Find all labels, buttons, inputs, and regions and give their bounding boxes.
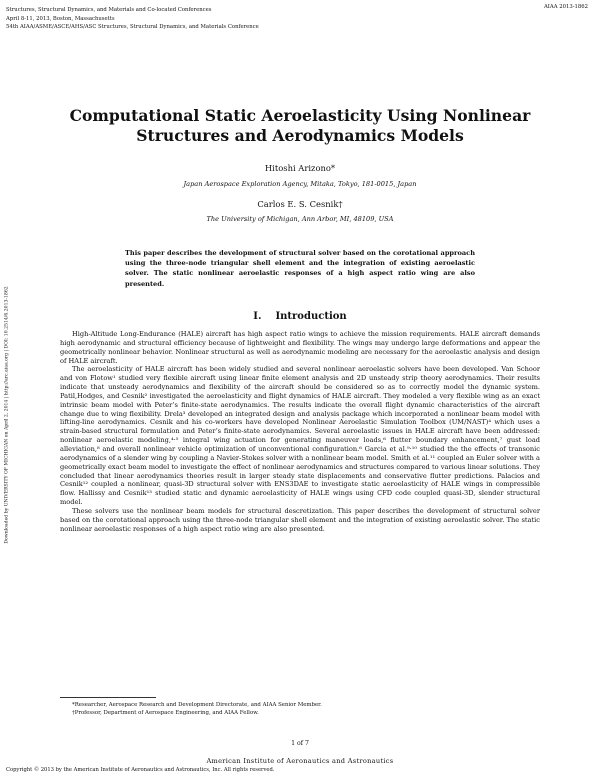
conference-line: Structures, Structural Dynamics, and Materials and Co-located Conferences [6, 7, 212, 13]
footnote: †Professor, Department of Aerospace Engineering, and AIAA Fellow. [72, 710, 259, 716]
author-affiliation: Japan Aerospace Exploration Agency, Mitaka, Tokyo, 181-0015, Japan [183, 180, 417, 188]
organization-footer: American Institute of Aeronautics and Astronautics [206, 757, 394, 765]
footnote: *Researcher, Aerospace Research and Development Directorate, and AIAA Senior Member. [72, 702, 322, 708]
section-number: I. [253, 311, 262, 322]
footnotes [60, 701, 540, 717]
title-line: Computational Static Aeroelasticity Using Nonlinear [69, 106, 531, 125]
body-text [60, 330, 540, 533]
paragraph: The aeroelasticity of HALE aircraft has been widely studied and several nonlinear aeroelastic solvers have been developed. Van Schoor and von Flotow¹ studied very flexible aircraft using linear finite element analysis and 2D unsteady strip theory aerodynamics. Their results indicate that unsteady aerodynamics and flexibility of the aircraft should be considered so as to correctly model the dynamic system. Patil,Hodges, and Cesnik² investigated the aeroelasticity and flight dynamics of HALE aircraft. They modeled a very flexible wing as an exact intrinsic beam model with Peter’s finite-state aerodynamics. The results indicate the overall flight dynamic characteristics of the aircraft change due to wing flexibility. Drela³ developed an integrated design and analysis package which incorporated a nonlinear beam model with lifting-line aerodynamics. Cesnik and his co-workers have developed Nonlinear Aeroelastic Simulation Toolbox (UM/NAST)⁴ which uses a strain-based structural formulation and Peter’s finite-state aerodynamics. Several aeroelastic issues in HALE aircraft have been addressed: nonlinear aeroelastic modeling,⁴·⁵ integral wing actuation for generating maneuver loads,⁶ flutter boundary enhancement,⁷ gust load alleviation,⁸ and overall nonlinear vehicle optimization of unconventional configuration.⁶ Garcia et al.⁹·¹⁰ studied the the effects of transonic aerodynamics of a slender wing by coupling a Navier-Stokes solver with a nonlinear beam model. Smith et al.¹¹ coupled an Euler solver with a geometrically exact beam model to investigate the effect of nonlinear aerodynamics and structures compared to various linear solutions. They concluded that linear aerodynamics theories result in larger steady state displacements and conservative flutter predictions. Palacios and Cesnik¹² coupled a nonlinear, quasi-3D structural solver with ENS3DAE to investigate static aeroelasticity of HALE wings in compressible flow. Hallissy and Cesnik¹³ studied static and dynamic aeroelasticity of HALE wings using CFD code coupled quasi-3D, slender structural model. [60, 365, 540, 507]
footnote-rule [60, 697, 156, 698]
conference-header [6, 6, 259, 32]
paragraph: These solvers use the nonlinear beam models for structural descretization. This paper describes the development of structural solver based on the corotational approach using the three-node triangular shell element and the integration of existing aeroelastic solver. The static nonlinear aeroelastic responses of a high aspect ratio wing are also presented. [60, 506, 540, 533]
paper-id: AIAA 2013-1862 [543, 4, 588, 10]
section-title: Introduction [275, 311, 347, 322]
conference-line: April 8-11, 2013, Boston, Massachusetts [6, 15, 115, 22]
download-note[interactable]: Downloaded by UNIVERSITY OF MICHIGAN on April 2, 2014 | http://arc.aiaa.org | DOI: 10.2514/6.2013-1862 [4, 286, 10, 544]
paper-title [60, 106, 540, 146]
page-number: 1 of 7 [291, 740, 309, 747]
author-name: Hitoshi Arizono* [264, 163, 336, 173]
paragraph: High-Altitude Long-Endurance (HALE) aircraft has high aspect ratio wings to achieve the mission requirements. HALE aircraft demands high aerodynamic and structural efficiency because of lightweight and flexibility. The wings may undergo large deformations and appear the geometrically nonlinear behavior. Nonlinear structural as well as aerodynamic modeling are necessary for the aeroelastic analysis and design of HALE aircraft. [60, 330, 540, 365]
section-heading [60, 311, 540, 322]
conference-line: 54th AIAA/ASME/ASCE/AHS/ASC Structures, Structural Dynamics, and Materials Conference [6, 24, 259, 31]
abstract: This paper describes the development of structural solver based on the corotational approach using the three-node triangular shell element and the integration of existing aeroelastic solver. The static nonlinear aeroelastic responses of a high aspect ratio wing are also presented. [125, 249, 475, 288]
author-name: Carlos E. S. Cesnik† [257, 199, 343, 209]
copyright-notice: Copyright © 2013 by the American Institute of Aeronautics and Astronautics, Inc. All rights reserved. [6, 767, 275, 773]
download-sidebar [3, 200, 11, 630]
author-affiliation: The University of Michigan, Ann Arbor, MI, 48109, USA [206, 215, 394, 223]
title-line: Structures and Aerodynamics Models [136, 126, 464, 145]
